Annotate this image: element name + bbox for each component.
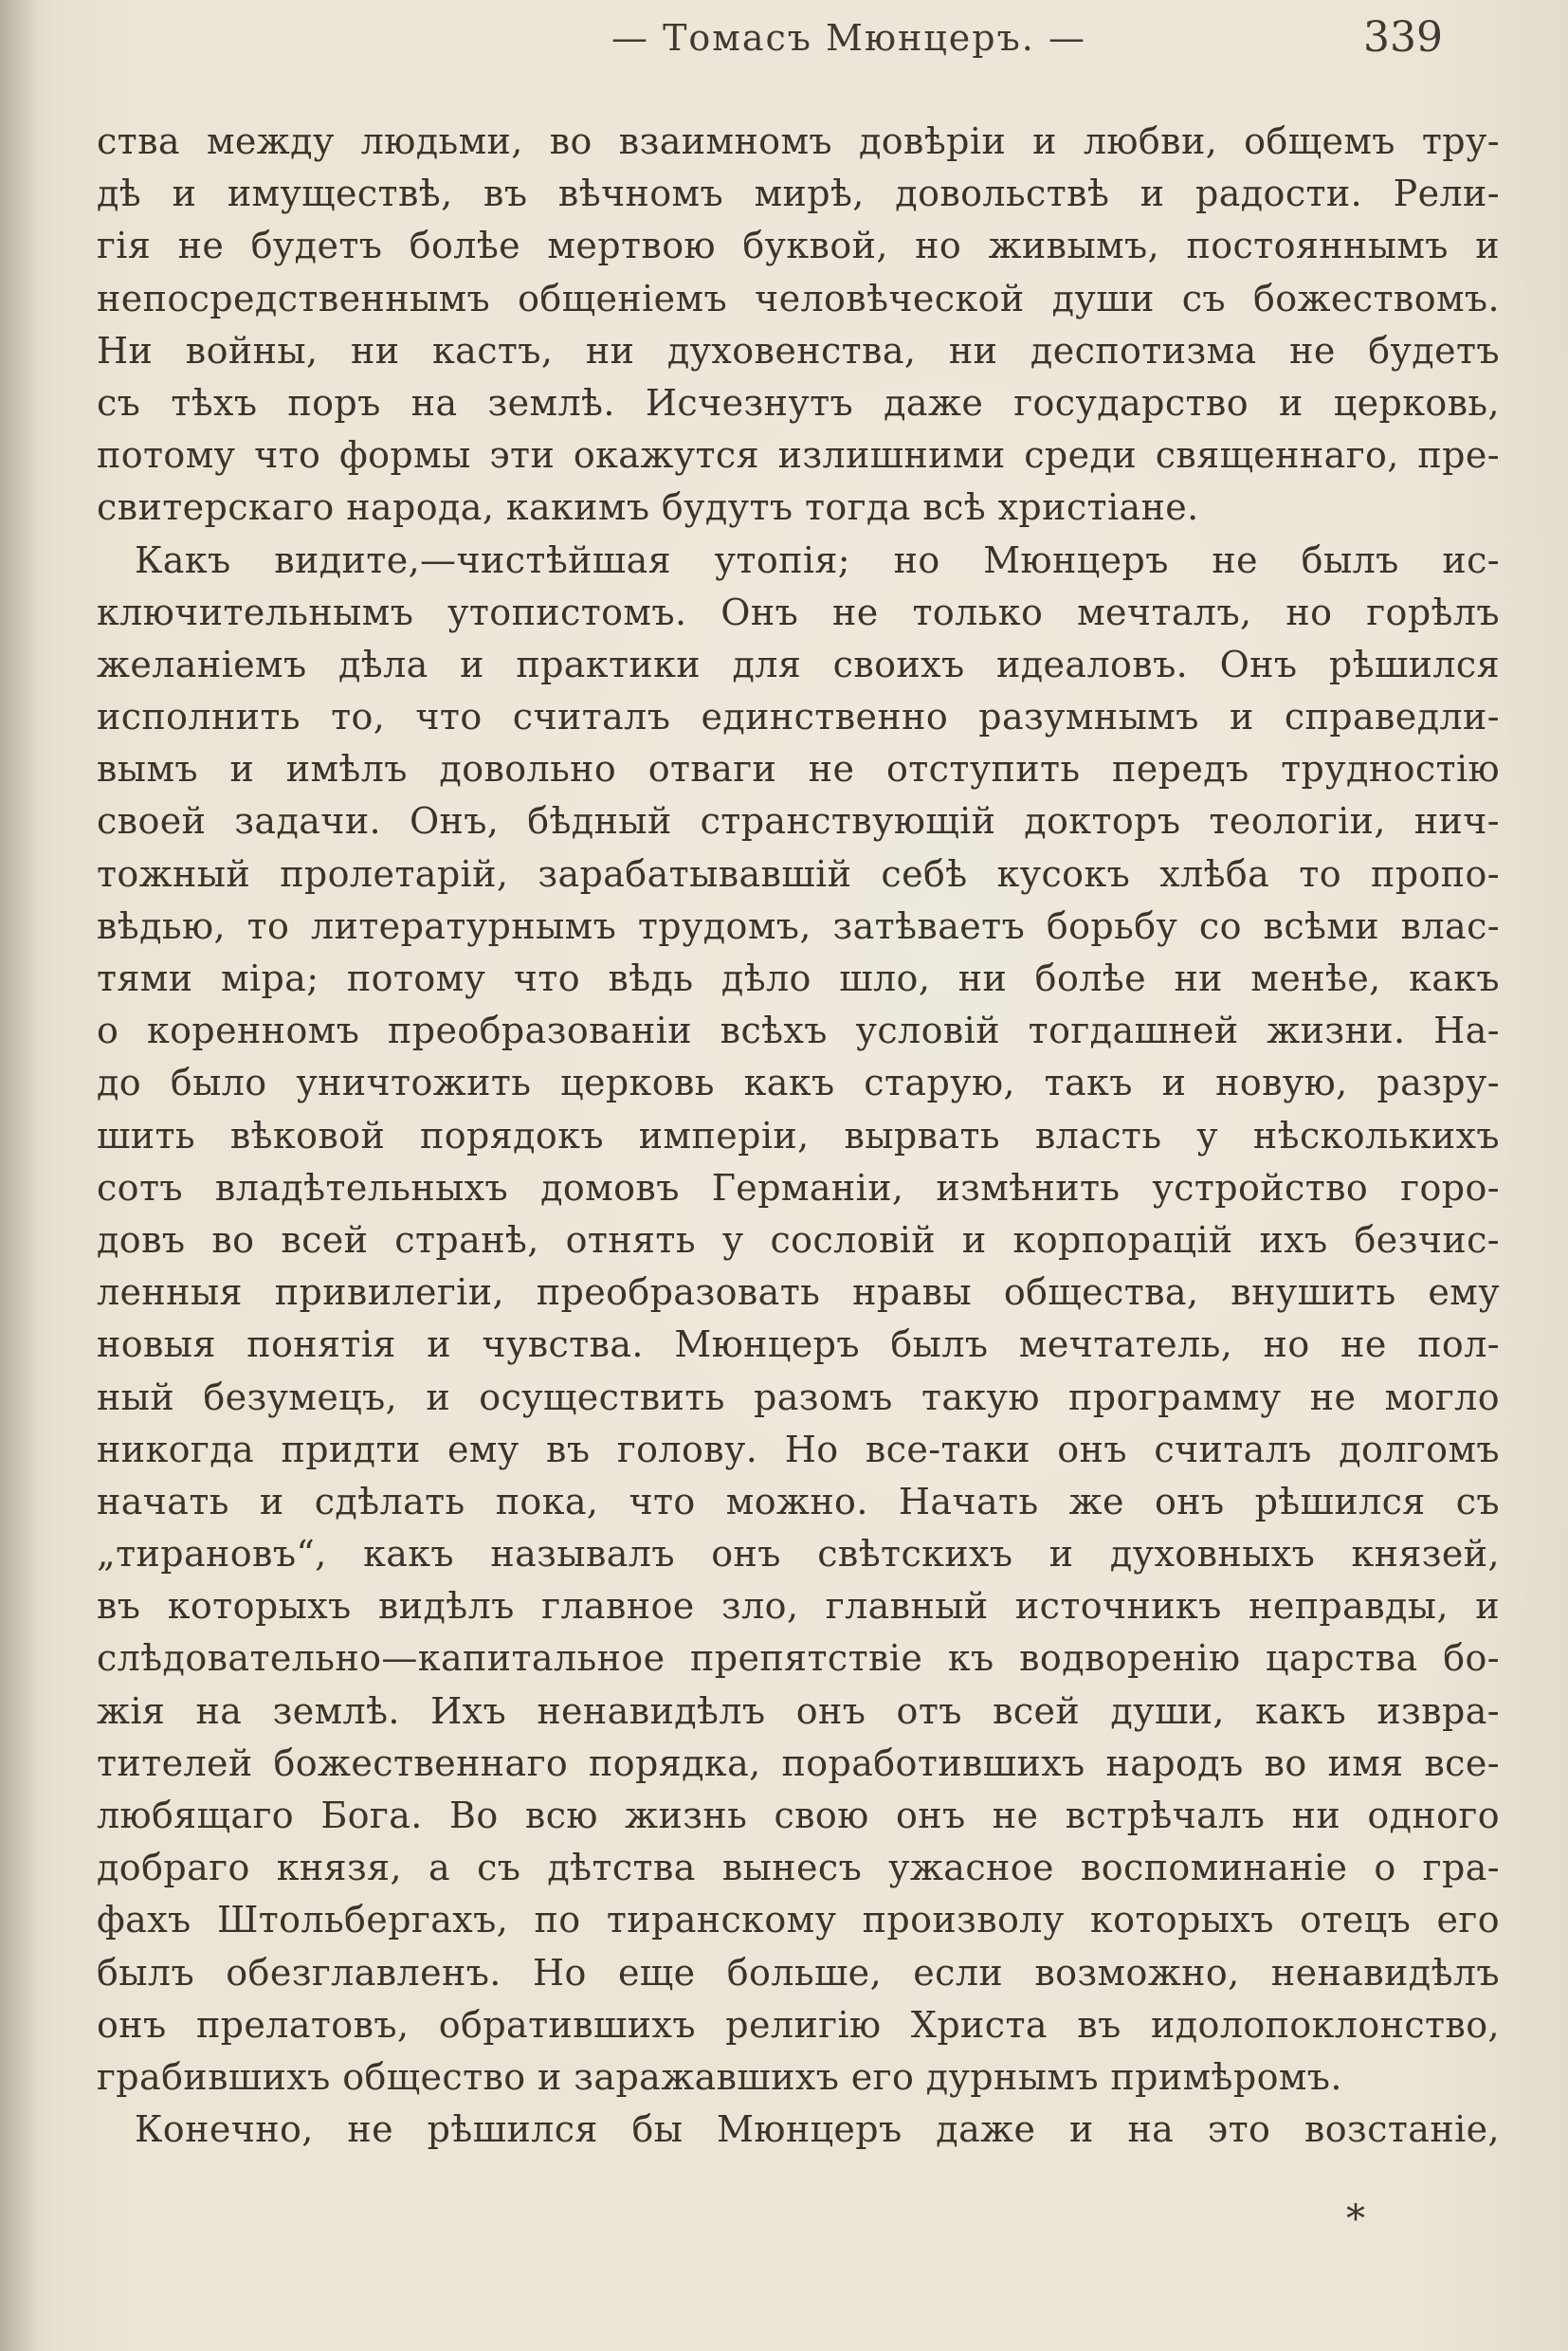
text-line: жія на землѣ. Ихъ ненавидѣлъ онъ отъ всей души, какъ извра- — [97, 1689, 1500, 1732]
text-line: онъ прелатовъ, обратившихъ религію Христа въ идолопоклонство, — [97, 2003, 1500, 2046]
text-line: въ которыхъ видѣлъ главное зло, главный источникъ неправды, и — [97, 1585, 1500, 1628]
text-line: тожный пролетарій, зарабатывавшій себѣ кусокъ хлѣба то пропо- — [97, 852, 1500, 895]
text-line: желаніемъ дѣла и практики для своихъ идеаловъ. Онъ рѣшился — [97, 643, 1500, 685]
text-line: „тирановъ“, какъ называлъ онъ свѣтскихъ и духовныхъ князей, — [97, 1533, 1500, 1576]
text-line: довъ во всей странѣ, отнять у сословій и корпорацій ихъ безчис- — [97, 1218, 1500, 1261]
text-line: сотъ владѣтельныхъ домовъ Германіи, измѣнить устройство горо- — [97, 1166, 1500, 1209]
text-line: исполнить то, что считалъ единственно разумнымъ и справедли- — [97, 696, 1500, 738]
text-line: тями міра; потому что вѣдь дѣло шло, ни болѣе ни менѣе, какъ — [97, 957, 1500, 999]
body-text — [97, 116, 1500, 2156]
text-line: вымъ и имѣлъ довольно отваги не отступить передъ трудностію — [97, 748, 1500, 791]
text-line: грабившихъ общество и заражавшихъ его дурнымъ примѣромъ. — [97, 2055, 1342, 2098]
text-line: любящаго Бога. Во всю жизнь свою онъ не встрѣчалъ ни одного — [97, 1795, 1500, 1836]
text-line: начать и сдѣлать пока, что можно. Начать же онъ рѣшился съ — [97, 1480, 1500, 1522]
text-line: потому что формы эти окажутся излишними среди священнаго, пре- — [97, 434, 1500, 477]
page-number: 339 — [1363, 13, 1443, 62]
text-line: ключительнымъ утопистомъ. Онъ не только мечталъ, но горѣлъ — [97, 591, 1500, 633]
text-line: съ тѣхъ поръ на землѣ. Исчезнутъ даже государство и церковь, — [97, 381, 1500, 424]
text-line: о коренномъ преобразованіи всѣхъ условій тогдашней жизни. На- — [97, 1010, 1500, 1052]
text-line: ленныя привилегіи, преобразовать нравы общества, внушить ему — [97, 1271, 1500, 1314]
text-line: былъ обезглавленъ. Но еще больше, если возможно, ненавидѣлъ — [97, 1951, 1500, 1994]
text-line: до было уничтожить церковь какъ старую, такъ и новую, разру- — [97, 1062, 1500, 1104]
text-line: Какъ видите,—чистѣйшая утопія; но Мюнцеръ не былъ ис- — [135, 538, 1500, 581]
text-line: новыя понятія и чувства. Мюнцеръ былъ мечтатель, но не пол- — [97, 1323, 1500, 1366]
text-line: тителей божественнаго порядка, поработившихъ народъ во имя все- — [97, 1741, 1500, 1784]
text-line: Конечно, не рѣшился бы Мюнцеръ даже и на это возстаніе, — [135, 2108, 1500, 2151]
text-line: ный безумецъ, и осуществить разомъ такую программу не могло — [97, 1376, 1500, 1418]
text-line: добраго князя, а съ дѣтства вынесъ ужасное воспоминаніе о гра- — [97, 1847, 1500, 1889]
gutter-shadow — [0, 0, 38, 2351]
text-line: свитерскаго народа, какимъ будутъ тогда всѣ христіане. — [97, 486, 1199, 529]
running-header — [95, 13, 1498, 70]
text-line: своей задачи. Онъ, бѣдный странствующій докторъ теологіи, нич- — [97, 800, 1500, 843]
running-title: — Томасъ Мюнцеръ. — — [611, 17, 1086, 59]
text-line: Ни войны, ни кастъ, ни духовенства, ни деспотизма не будетъ — [97, 329, 1500, 372]
text-line: фахъ Штольбергахъ, по тиранскому произволу которыхъ отецъ его — [97, 1899, 1500, 1941]
text-line: ства между людьми, во взаимномъ довѣріи и любви, общемъ тру- — [97, 120, 1500, 162]
text-line: шить вѣковой порядокъ имперіи, вырвать власть у нѣсколькихъ — [97, 1114, 1500, 1157]
signature-mark: * — [1346, 2197, 1365, 2241]
text-line: гія не будетъ болѣе мертвою буквой, но живымъ, постояннымъ и — [97, 225, 1500, 267]
text-line: дѣ и имуществѣ, въ вѣчномъ мирѣ, довольствѣ и радости. Рели- — [97, 173, 1500, 215]
text-line: непосредственнымъ общеніемъ человѣческой души съ божествомъ. — [97, 277, 1500, 319]
text-line: слѣдовательно—капитальное препятствіе къ водворенію царства бо- — [97, 1637, 1500, 1680]
text-line: вѣдью, то литературнымъ трудомъ, затѣваетъ борьбу со всѣми влас- — [97, 904, 1500, 947]
text-line: никогда придти ему въ голову. Но все-таки онъ считалъ долгомъ — [97, 1428, 1500, 1470]
